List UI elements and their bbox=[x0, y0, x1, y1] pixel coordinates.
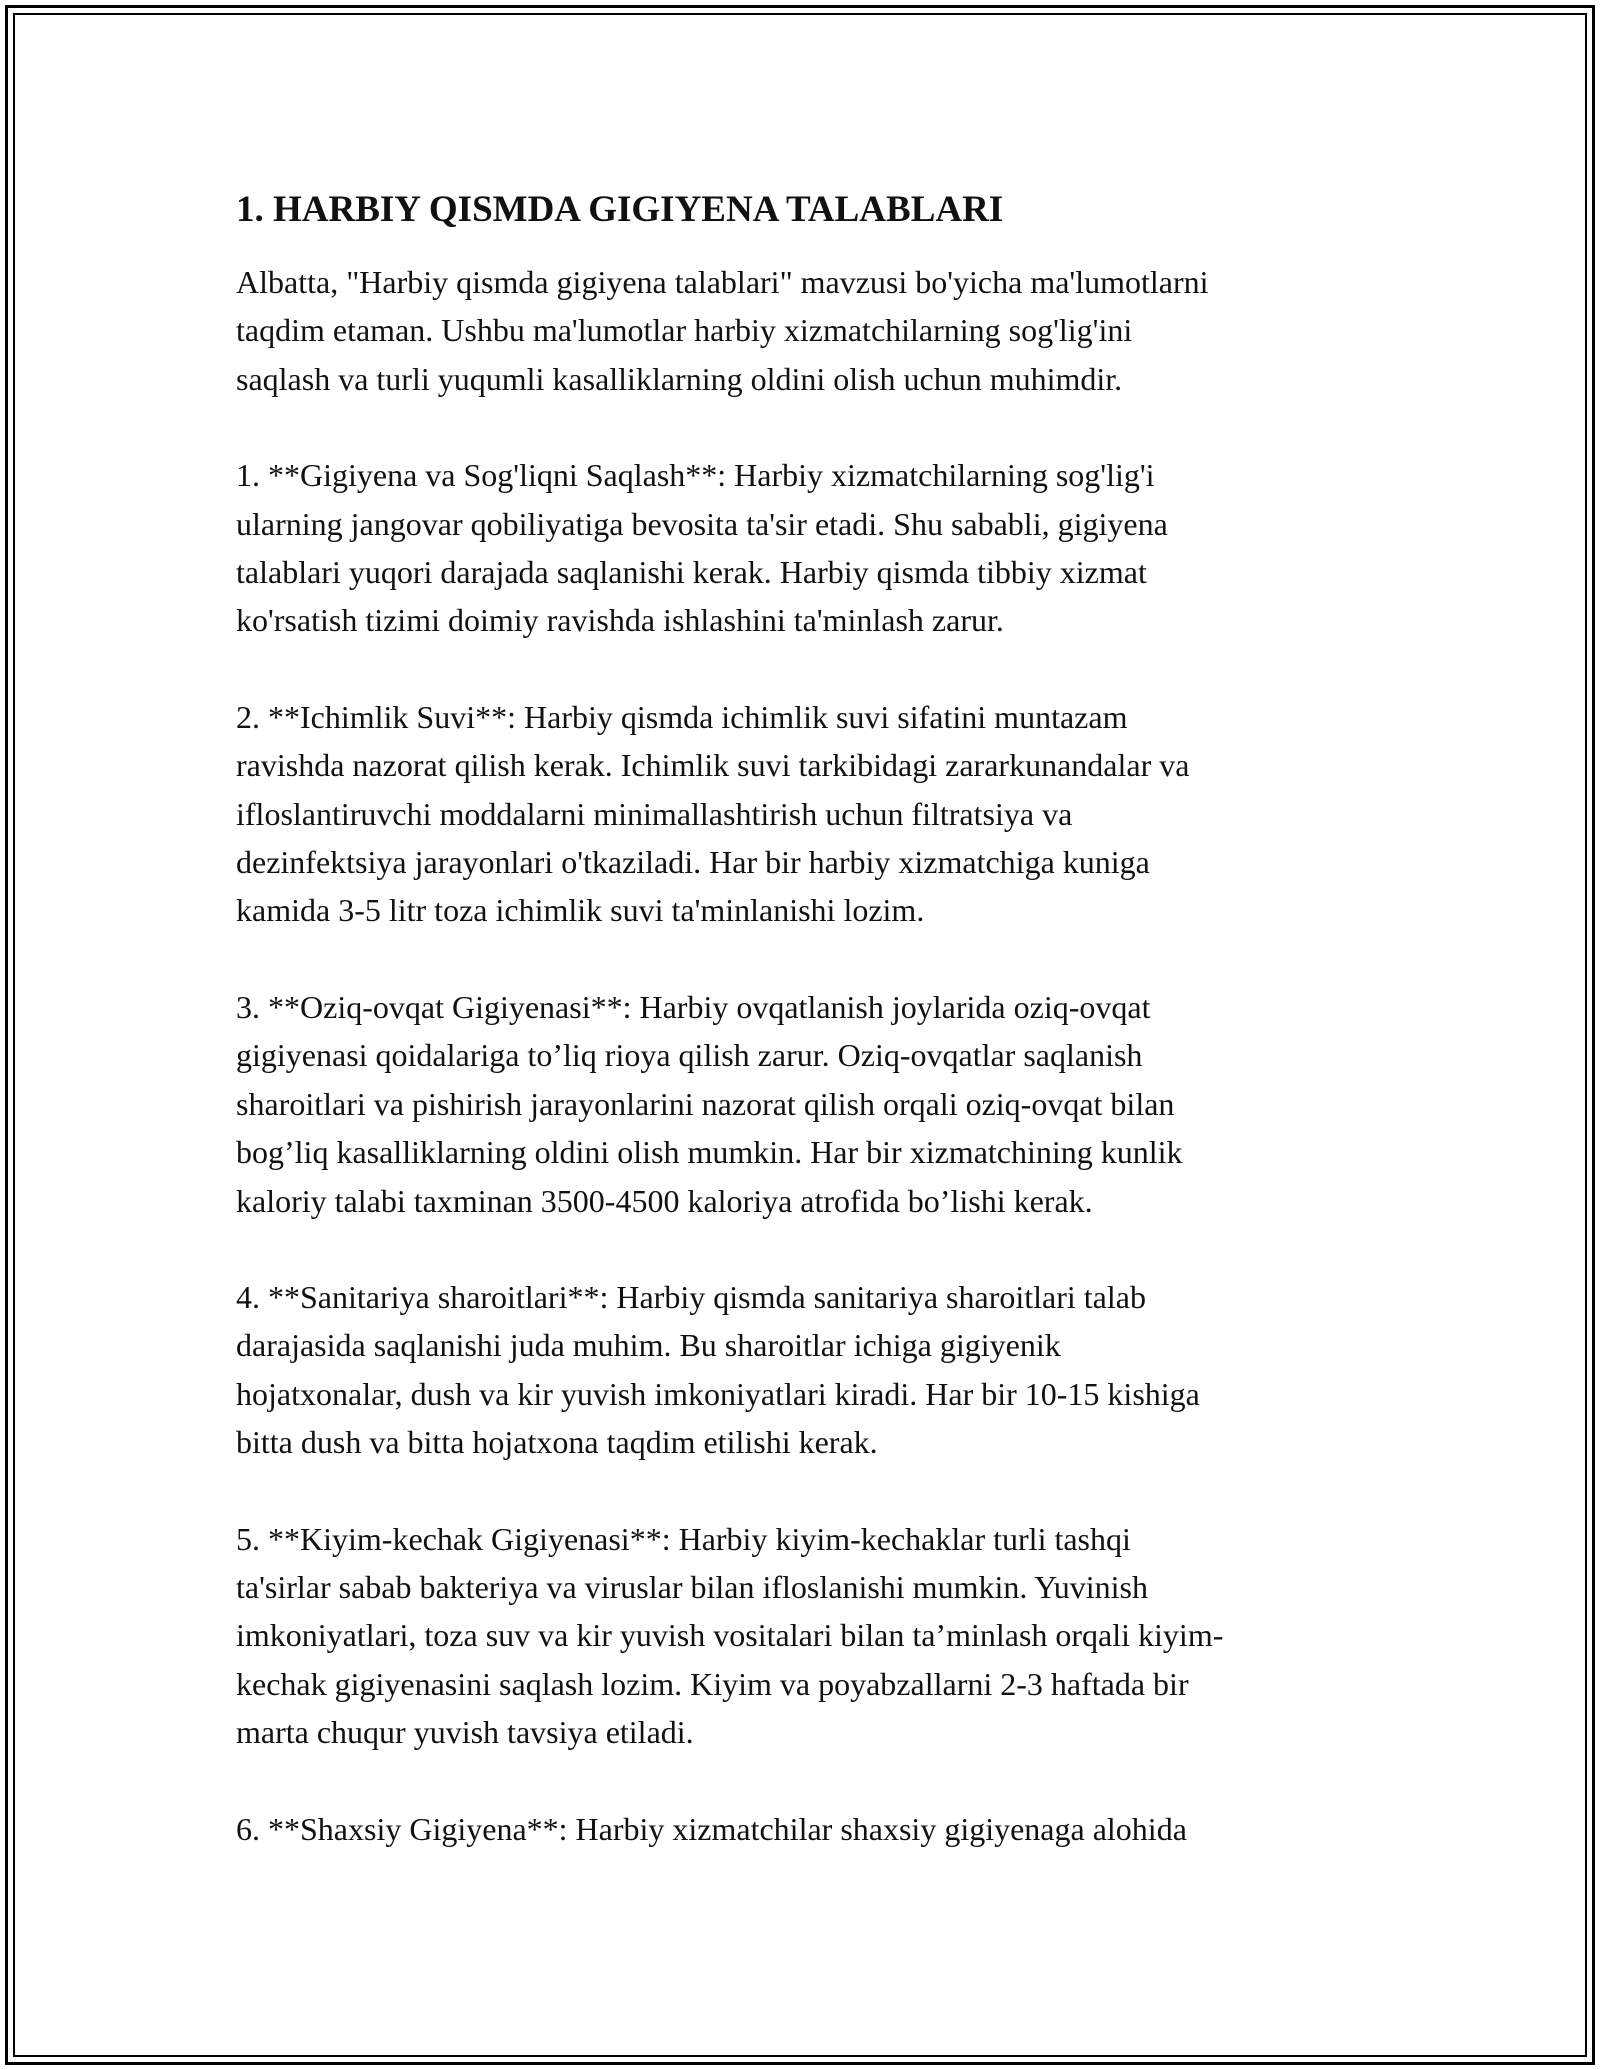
text-line: ifloslantiruvchi moddalarni minimallashtirish uchun filtratsiya va bbox=[236, 795, 1073, 832]
text-line: 4. **Sanitariya sharoitlari**: Harbiy qismda sanitariya sharoitlari talab bbox=[236, 1278, 1146, 1315]
text-line: kechak gigiyenasini saqlash lozim. Kiyim va poyabzallarni 2-3 haftada bir bbox=[236, 1665, 1189, 1702]
text-line: 2. **Ichimlik Suvi**: Harbiy qismda ichimlik suvi sifatini muntazam bbox=[236, 698, 1128, 735]
text-line: sharoitlari va pishirish jarayonlarini nazorat qilish orqali oziq-ovqat bilan bbox=[236, 1085, 1175, 1122]
text-line: 1. **Gigiyena va Sog'liqni Saqlash**: Harbiy xizmatchilarning sog'lig'i bbox=[236, 457, 1155, 494]
text-line: 6. **Shaxsiy Gigiyena**: Harbiy xizmatchilar shaxsiy gigiyenaga alohida bbox=[236, 1810, 1187, 1847]
paragraph-item-2 bbox=[236, 693, 1376, 935]
paragraph-item-5 bbox=[236, 1515, 1376, 1757]
text-line: dezinfektsiya jarayonlari o'tkaziladi. Har bir harbiy xizmatchiga kuniga bbox=[236, 844, 1150, 881]
text-line: Albatta, "Harbiy qismda gigiyena talablari" mavzusi bo'yicha ma'lumotlarni bbox=[236, 264, 1209, 300]
paragraph-item-6 bbox=[236, 1805, 1376, 1853]
text-line: taqdim etaman. Ushbu ma'lumotlar harbiy xizmatchilarning sog'lig'ini bbox=[236, 312, 1133, 349]
text-line: ko'rsatish tizimi doimiy ravishda ishlashini ta'minlash zarur. bbox=[236, 602, 1004, 639]
text-line: darajasida saqlanishi juda muhim. Bu sharoitlar ichiga gigiyenik bbox=[236, 1327, 1061, 1364]
text-line: talablari yuqori darajada saqlanishi kerak. Harbiy qismda tibbiy xizmat bbox=[236, 554, 1147, 591]
text-line: kaloriy talabi taxminan 3500-4500 kaloriya atrofida bo’lishi kerak. bbox=[236, 1182, 1093, 1219]
text-line: ularning jangovar qobiliyatiga bevosita ta'sir etadi. Shu sababli, gigiyena bbox=[236, 505, 1168, 542]
paragraph-item-4 bbox=[236, 1273, 1376, 1467]
paragraph-item-1 bbox=[236, 451, 1376, 645]
text-line: bitta dush va bitta hojatxona taqdim etilishi kerak. bbox=[236, 1424, 878, 1461]
text-line: saqlash va turli yuqumli kasalliklarning oldini olish uchun muhimdir. bbox=[236, 360, 1123, 397]
text-line: imkoniyatlari, toza suv va kir yuvish vositalari bilan ta’minlash orqali kiyim- bbox=[236, 1617, 1224, 1654]
intro-paragraph bbox=[236, 258, 1376, 403]
text-line: ta'sirlar sabab bakteriya va viruslar bilan ifloslanishi mumkin. Yuvinish bbox=[236, 1568, 1148, 1605]
text-line: kamida 3-5 litr toza ichimlik suvi ta'minlanishi lozim. bbox=[236, 892, 925, 929]
text-line: gigiyenasi qoidalariga to’liq rioya qilish zarur. Oziq-ovqatlar saqlanish bbox=[236, 1037, 1143, 1074]
text-line: bog’liq kasalliklarning oldini olish mumkin. Har bir xizmatchining kunlik bbox=[236, 1134, 1183, 1171]
document-body bbox=[236, 186, 1376, 1901]
text-line: hojatxonalar, dush va kir yuvish imkoniyatlari kiradi. Har bir 10-15 kishiga bbox=[236, 1375, 1200, 1412]
text-line: ravishda nazorat qilish kerak. Ichimlik suvi tarkibidagi zararkunandalar va bbox=[236, 747, 1190, 784]
text-line: marta chuqur yuvish tavsiya etiladi. bbox=[236, 1714, 694, 1751]
section-heading: 1. HARBIY QISMDA GIGIYENA TALABLARI bbox=[236, 189, 1004, 230]
text-line: 3. **Oziq-ovqat Gigiyenasi**: Harbiy ovqatlanish joylarida oziq-ovqat bbox=[236, 988, 1151, 1025]
paragraph-item-3 bbox=[236, 983, 1376, 1225]
text-line: 5. **Kiyim-kechak Gigiyenasi**: Harbiy kiyim-kechaklar turli tashqi bbox=[236, 1520, 1131, 1557]
